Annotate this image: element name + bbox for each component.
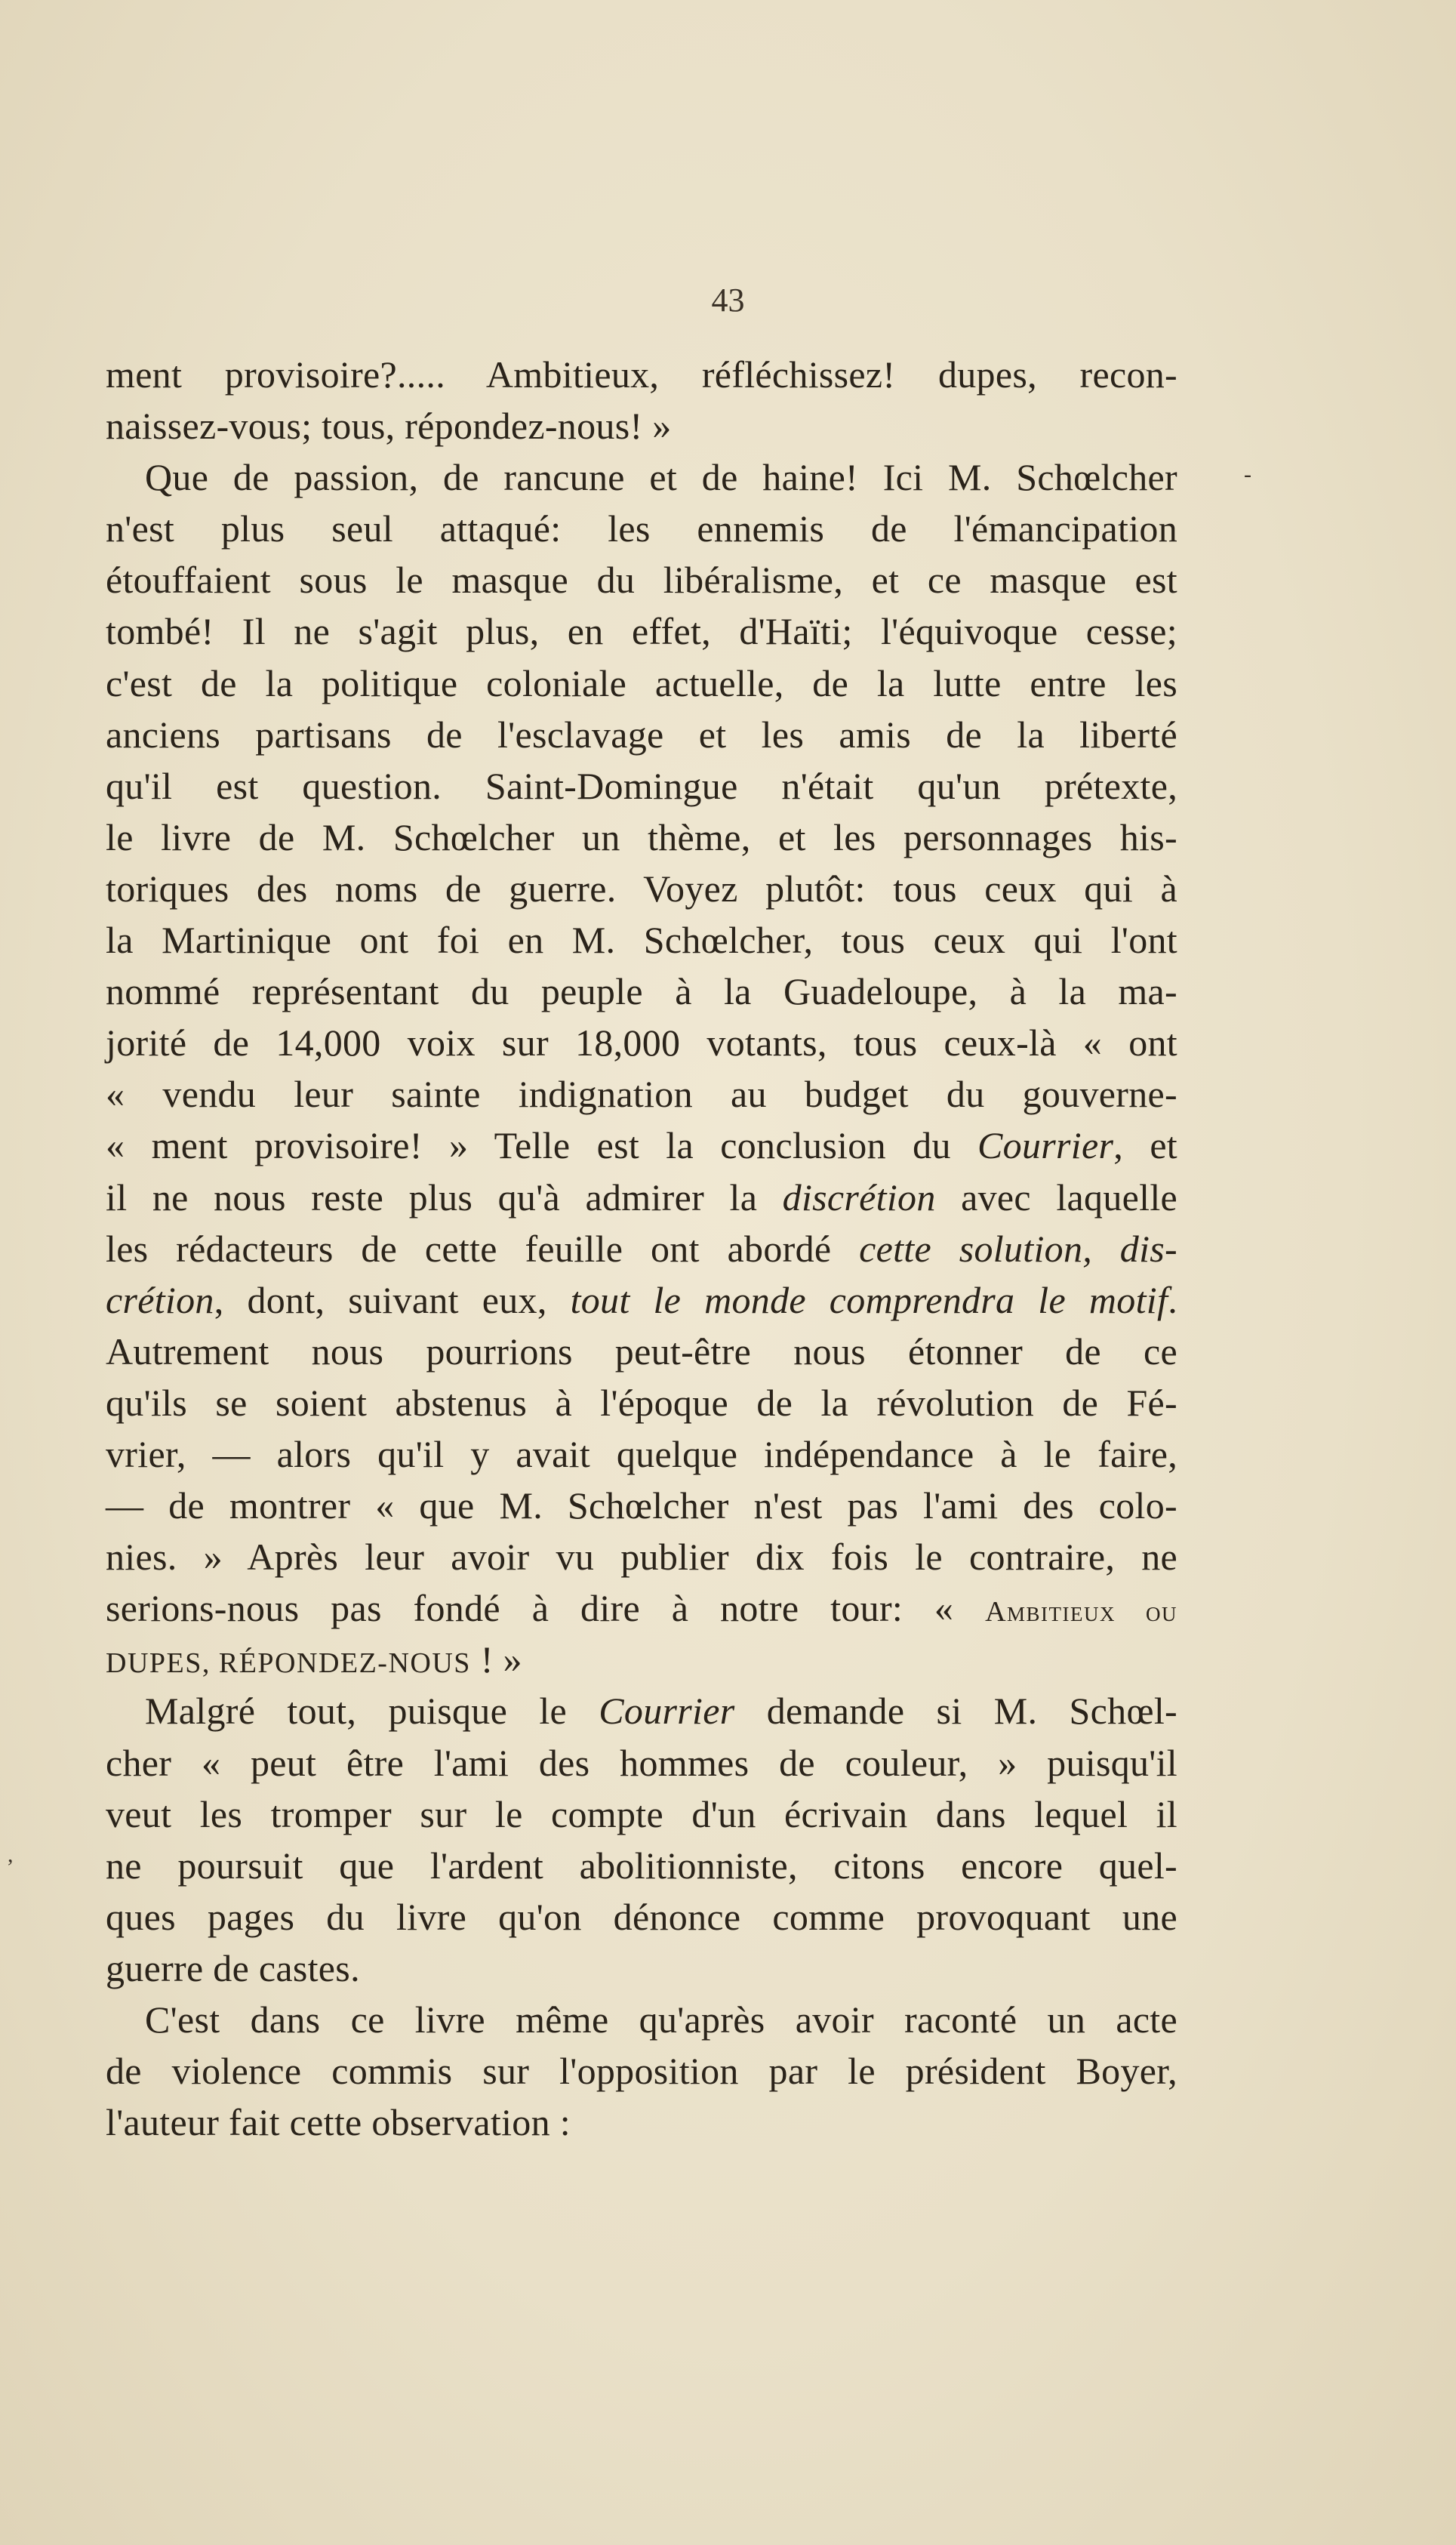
text-line: tombé! Il ne s'agit plus, en effet, d'Haïti; l'équivoque cesse; — [106, 610, 1177, 653]
small-caps-text: Ambitieux ou — [985, 1596, 1178, 1628]
page-number: 43 — [711, 282, 745, 319]
text-line: « vendu leur sainte indignation au budget du gouverne- — [106, 1073, 1177, 1116]
text-line: « ment provisoire! » Telle est la conclusion du Courrier, et — [106, 1124, 1177, 1167]
text-line: les rédacteurs de cette feuille ont abordé cette solution, dis- — [106, 1227, 1177, 1270]
text-line: Autrement nous pourrions peut-être nous étonner de ce — [106, 1330, 1177, 1373]
text-line: serions-nous pas fondé à dire à notre tour: « Ambitieux ou — [106, 1587, 1178, 1630]
italic-text: Courrier — [599, 1690, 735, 1733]
text-line: le livre de M. Schœlcher un thème, et les personnages his- — [106, 815, 1177, 858]
italic-text: tout le monde comprendra le motif — [570, 1278, 1168, 1321]
text-line: étouffaient sous le masque du libéralisme, et ce masque est — [106, 559, 1177, 602]
text-line: c'est de la politique coloniale actuelle, de la lutte entre les — [106, 661, 1177, 704]
small-caps-text: DUPES, RÉPONDEZ-NOUS — [106, 1647, 471, 1680]
margin-mark: , — [8, 1842, 14, 1867]
text-line: veut les tromper sur le compte d'un écrivain dans lequel il — [106, 1792, 1177, 1835]
text-line: ne poursuit que l'ardent abolitionniste, citons encore quel- — [106, 1844, 1177, 1887]
text-line: toriques des noms de guerre. Voyez plutôt: tous ceux qui à — [106, 867, 1177, 910]
text-line: guerre de castes. — [106, 1946, 360, 1989]
body-text — [106, 349, 1177, 2148]
text-line: de violence commis sur l'opposition par le président Boyer, — [106, 2050, 1177, 2093]
italic-text: discrétion — [782, 1175, 936, 1219]
italic-text: Courrier — [977, 1124, 1114, 1167]
margin-mark: - — [1244, 462, 1251, 487]
text-line: l'auteur fait cette observation : — [106, 2101, 571, 2144]
text-line: jorité de 14,000 voix sur 18,000 votants, tous ceux-là « ont — [106, 1021, 1177, 1065]
text-line: n'est plus seul attaqué: les ennemis de l'émancipation — [106, 507, 1177, 550]
text-line: qu'il est question. Saint-Domingue n'était qu'un prétexte, — [106, 764, 1177, 807]
paragraph-start: C'est dans ce livre même qu'après avoir raconté un acte — [145, 1998, 1177, 2041]
text-line: ques pages du livre qu'on dénonce comme provoquant une — [106, 1895, 1177, 1938]
text-line: nies. » Après leur avoir vu publier dix fois le contraire, ne — [106, 1536, 1177, 1579]
italic-text: cette solution, dis- — [859, 1227, 1177, 1270]
text-line: la Martinique ont foi en M. Schœlcher, tous ceux qui l'ont — [106, 919, 1177, 962]
text-line: crétion, dont, suivant eux, tout le monde comprendra le motif. — [106, 1278, 1177, 1321]
text-line: — de montrer « que M. Schœlcher n'est pas l'ami des colo- — [106, 1484, 1177, 1527]
text-line: DUPES, RÉPONDEZ-NOUS ! » — [106, 1638, 522, 1681]
text-line: nommé représentant du peuple à la Guadeloupe, à la ma- — [106, 970, 1177, 1013]
text-line: il ne nous reste plus qu'à admirer la discrétion avec laquelle — [106, 1175, 1178, 1219]
text-line: anciens partisans de l'esclavage et les amis de la liberté — [106, 713, 1177, 756]
text-line: qu'ils se soient abstenus à l'époque de la révolution de Fé- — [106, 1381, 1177, 1424]
text-line: naissez-vous; tous, répondez-nous! » — [106, 405, 672, 448]
paragraph-start: Malgré tout, puisque le Courrier demande si M. Schœl- — [145, 1690, 1177, 1733]
text-line: vrier, — alors qu'il y avait quelque indépendance à le faire, — [106, 1432, 1177, 1475]
italic-text: crétion — [106, 1278, 214, 1321]
text-line: ment provisoire?..... Ambitieux, réfléchissez! dupes, recon- — [106, 353, 1177, 396]
text-line: cher « peut être l'ami des hommes de couleur, » puisqu'il — [106, 1741, 1177, 1784]
paragraph-start: Que de passion, de rancune et de haine! Ici M. Schœlcher — [145, 456, 1177, 499]
